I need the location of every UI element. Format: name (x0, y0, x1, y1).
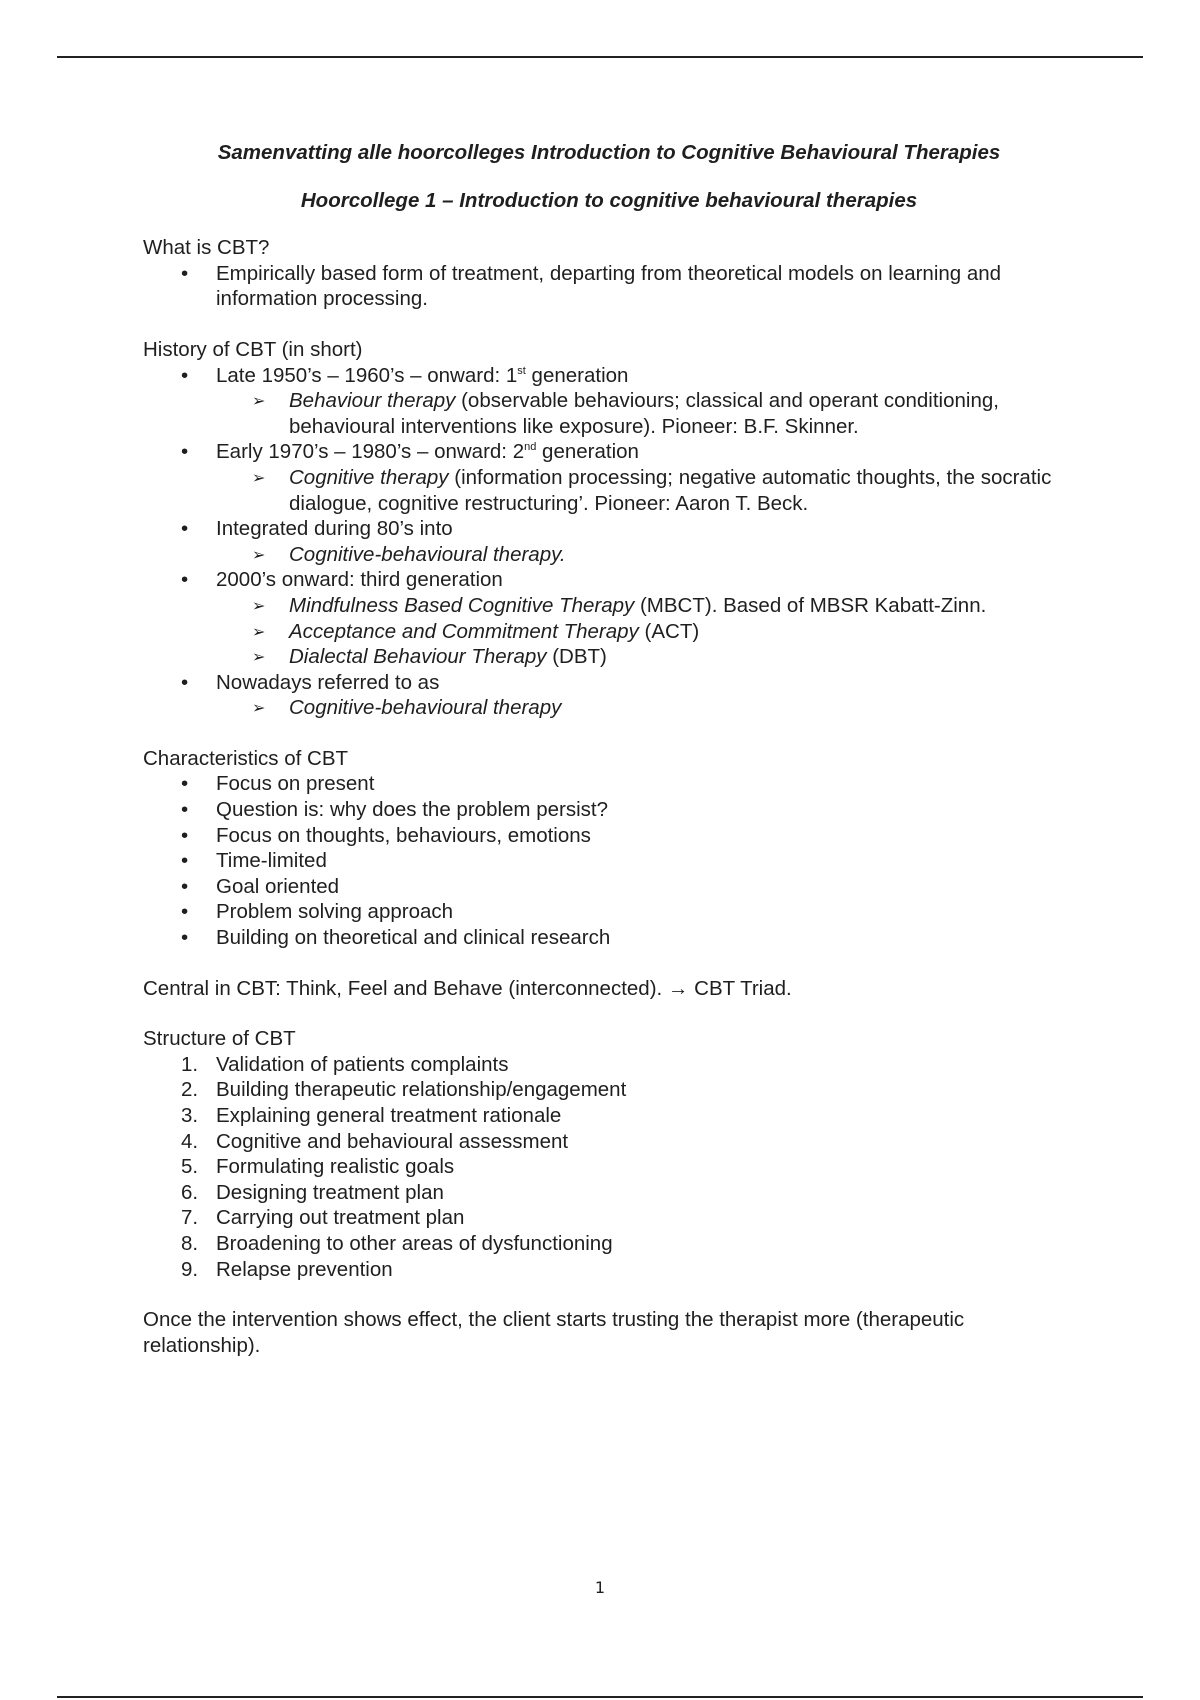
history-item-text: Integrated during 80’s into (216, 517, 453, 541)
list-item (143, 1180, 1063, 1206)
list-item (143, 1257, 1063, 1283)
therapy-description: (ACT) (638, 619, 700, 643)
central-paragraph (143, 976, 1063, 1002)
numbered-list (143, 1052, 1063, 1282)
history-item-text: Late 1950’s – 1960’s – onward: 1 (216, 363, 518, 387)
list-item (143, 567, 1063, 669)
arrow-list (216, 465, 1063, 516)
section-central-in-cbt (143, 976, 1063, 1002)
section-what-is-cbt (143, 235, 1063, 312)
ordinal-suffix: st (517, 364, 526, 377)
list-item (143, 670, 1063, 721)
list-number: 4. (181, 1129, 199, 1153)
therapy-name: Behaviour therapy (289, 389, 456, 413)
history-item-text: generation (536, 440, 639, 464)
therapy-name: Mindfulness Based Cognitive Therapy (289, 593, 635, 617)
list-item (216, 388, 1063, 439)
closing-paragraph: Once the intervention shows effect, the client starts trusting the therapist more (therapeutic relationship). (143, 1308, 965, 1357)
list-item-text: Explaining general treatment rationale (216, 1104, 562, 1127)
top-rule (57, 56, 1143, 58)
history-item-text: 2000’s onward: third generation (216, 568, 503, 592)
list-item (143, 439, 1063, 516)
list-number: 2. (181, 1078, 199, 1102)
list-number: 8. (181, 1231, 199, 1255)
history-item-text: Early 1970’s – 1980’s – onward: 2 (216, 440, 525, 464)
history-item-text: generation (525, 363, 629, 387)
list-item: • Goal oriented (143, 874, 1063, 900)
arrow-list (216, 593, 1063, 670)
arrow-list (216, 695, 1063, 721)
therapy-name: Dialectal Behaviour Therapy (289, 645, 547, 669)
list-item: • Time-limited (143, 848, 1063, 874)
arrow-list (216, 542, 1063, 568)
list-item-text: Formulating realistic goals (216, 1155, 455, 1179)
bullet-list (143, 261, 1063, 312)
list-item (216, 593, 1063, 619)
page-number: 1 (594, 1578, 606, 1597)
section-closing (143, 1307, 1063, 1358)
list-item (143, 516, 1063, 567)
central-text: CBT Triad. (688, 976, 792, 1000)
list-item (143, 1052, 1063, 1078)
bottom-rule (57, 1696, 1143, 1698)
history-item-text: Nowadays referred to as (216, 670, 440, 694)
list-number: 3. (181, 1104, 199, 1127)
list-item (143, 1077, 1063, 1103)
list-item-text: Designing treatment plan (216, 1180, 444, 1204)
list-item: • Focus on present (143, 771, 1063, 797)
list-item-text: Cognitive and behavioural assessment (216, 1129, 569, 1153)
list-item-text: Relapse prevention (216, 1257, 393, 1281)
list-number: 9. (181, 1257, 199, 1281)
lecture-title: Hoorcollege 1 – Introduction to cognitive behavioural therapies (300, 188, 918, 212)
list-item-text: Carrying out treatment plan (216, 1206, 465, 1230)
section-heading: Structure of CBT (143, 1027, 296, 1051)
therapy-description: (DBT) (546, 645, 607, 669)
list-item (216, 695, 1063, 721)
therapy-name: Cognitive-behavioural therapy. (289, 542, 566, 566)
therapy-name: Cognitive therapy (289, 465, 449, 489)
list-item (216, 644, 1063, 670)
bullet-list (143, 771, 1063, 950)
section-characteristics-of-cbt (143, 746, 1063, 951)
list-item (216, 542, 1063, 568)
list-item: • Problem solving approach (143, 899, 1063, 925)
list-item-text: Broadening to other areas of dysfunctioning (216, 1231, 613, 1255)
list-number: 1. (181, 1052, 199, 1076)
section-heading: History of CBT (in short) (143, 337, 363, 361)
list-number: 5. (181, 1155, 199, 1179)
list-item: • Building on theoretical and clinical research (143, 925, 1063, 951)
list-item (143, 1129, 1063, 1155)
therapy-name: Acceptance and Commitment Therapy (289, 619, 639, 643)
section-heading: Characteristics of CBT (143, 746, 349, 770)
therapy-description: (information processing; negative automatic thoughts, the socratic dialogue, cognitive restructuring’. Pioneer: Aaron T. Beck. (289, 465, 1052, 515)
list-item (143, 1205, 1063, 1231)
central-text: Central in CBT: Think, Feel and Behave (interconnected). (143, 976, 668, 1000)
list-item-text: Building therapeutic relationship/engagement (216, 1078, 627, 1102)
list-item: • Question is: why does the problem persist? (143, 797, 1063, 823)
bullet-list (143, 363, 1063, 721)
list-item (216, 465, 1063, 516)
therapy-description: (observable behaviours; classical and operant conditioning, behavioural interventions like exposure). Pioneer: B.F. Skinner. (289, 389, 999, 438)
list-number: 6. (181, 1180, 199, 1204)
section-structure-of-cbt (143, 1026, 1063, 1282)
list-item (143, 1103, 1063, 1129)
list-item: • Focus on thoughts, behaviours, emotions (143, 823, 1063, 849)
document-title: Samenvatting alle hoorcolleges Introduction to Cognitive Behavioural Therapies (217, 141, 1001, 164)
list-number: 7. (181, 1206, 199, 1230)
list-item (143, 1154, 1063, 1180)
arrow-list (216, 388, 1063, 439)
therapy-description: (MBCT). Based of MBSR Kabatt-Zinn. (634, 593, 987, 617)
list-item (143, 363, 1063, 440)
list-item: • Empirically based form of treatment, departing from theoretical models on learning and information processing. (143, 261, 1063, 312)
therapy-name: Cognitive-behavioural therapy (289, 696, 562, 720)
section-heading: What is CBT? (143, 236, 270, 260)
right-arrow-icon: → (667, 976, 689, 1000)
list-item-text: Validation of patients complaints (216, 1052, 509, 1076)
section-history-of-cbt (143, 337, 1063, 721)
list-item (216, 619, 1063, 645)
document-body (143, 140, 1063, 1383)
ordinal-suffix: nd (524, 441, 537, 454)
list-item (143, 1231, 1063, 1257)
